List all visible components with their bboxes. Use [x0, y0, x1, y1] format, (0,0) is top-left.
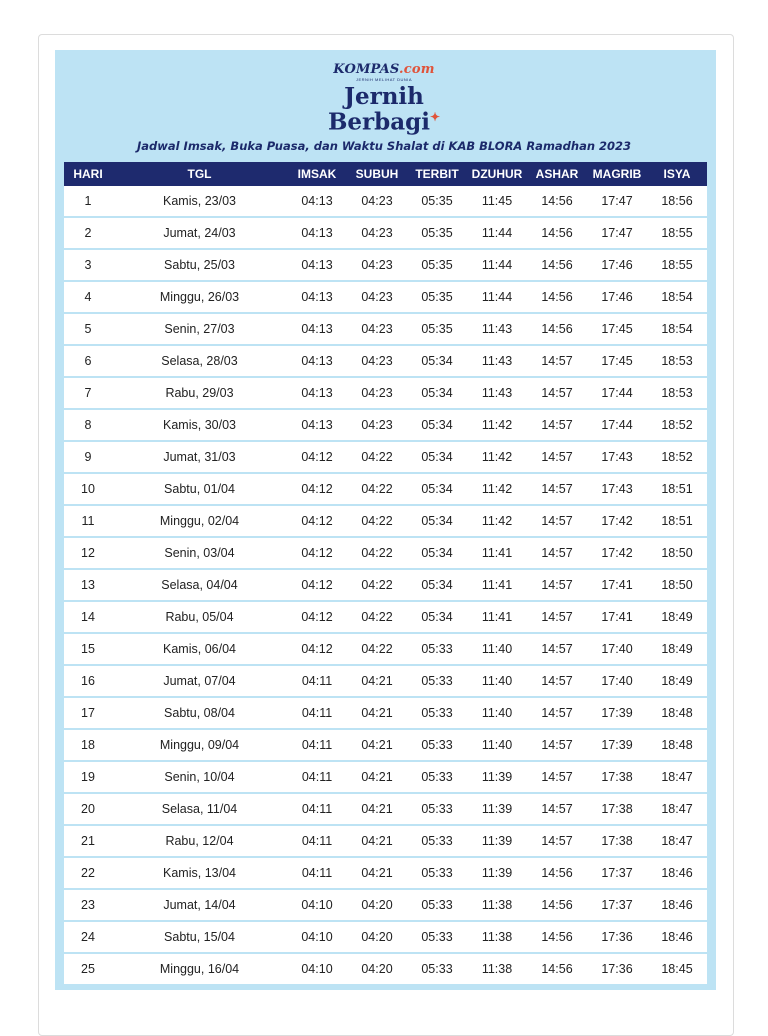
cell-tgl: Jumat, 24/03: [112, 217, 287, 249]
column-header-ashar: ASHAR: [527, 162, 587, 186]
cell-isya: 18:51: [647, 505, 707, 537]
cell-subuh: 04:23: [347, 249, 407, 281]
cell-magrib: 17:40: [587, 633, 647, 665]
cell-magrib: 17:45: [587, 345, 647, 377]
cell-ashar: 14:57: [527, 665, 587, 697]
cell-hari: 23: [64, 889, 112, 921]
cell-tgl: Sabtu, 08/04: [112, 697, 287, 729]
cell-imsak: 04:12: [287, 569, 347, 601]
cell-tgl: Senin, 27/03: [112, 313, 287, 345]
cell-imsak: 04:11: [287, 697, 347, 729]
cell-dzuhur: 11:42: [467, 473, 527, 505]
cell-tgl: Minggu, 09/04: [112, 729, 287, 761]
cell-hari: 21: [64, 825, 112, 857]
cell-terbit: 05:35: [407, 281, 467, 313]
campaign-logo: [0, 83, 768, 136]
cell-ashar: 14:56: [527, 281, 587, 313]
cell-ashar: 14:57: [527, 505, 587, 537]
cell-hari: 3: [64, 249, 112, 281]
cell-imsak: 04:13: [287, 345, 347, 377]
table-row: [64, 313, 707, 345]
campaign-line-1: Jernih: [344, 83, 424, 110]
cell-imsak: 04:10: [287, 953, 347, 985]
cell-terbit: 05:34: [407, 569, 467, 601]
cell-magrib: 17:38: [587, 825, 647, 857]
cell-imsak: 04:13: [287, 249, 347, 281]
cell-ashar: 14:57: [527, 441, 587, 473]
cell-tgl: Sabtu, 15/04: [112, 921, 287, 953]
cell-magrib: 17:45: [587, 313, 647, 345]
cell-imsak: 04:12: [287, 505, 347, 537]
cell-isya: 18:55: [647, 217, 707, 249]
cell-ashar: 14:57: [527, 409, 587, 441]
cell-dzuhur: 11:39: [467, 793, 527, 825]
cell-dzuhur: 11:42: [467, 441, 527, 473]
cell-hari: 24: [64, 921, 112, 953]
cell-isya: 18:50: [647, 537, 707, 569]
cell-isya: 18:50: [647, 569, 707, 601]
cell-isya: 18:48: [647, 729, 707, 761]
cell-subuh: 04:21: [347, 825, 407, 857]
cell-tgl: Kamis, 23/03: [112, 186, 287, 217]
cell-hari: 18: [64, 729, 112, 761]
cell-imsak: 04:11: [287, 857, 347, 889]
cell-ashar: 14:57: [527, 473, 587, 505]
cell-tgl: Kamis, 06/04: [112, 633, 287, 665]
cell-subuh: 04:22: [347, 601, 407, 633]
cell-magrib: 17:44: [587, 409, 647, 441]
cell-magrib: 17:43: [587, 441, 647, 473]
cell-ashar: 14:57: [527, 601, 587, 633]
cell-subuh: 04:23: [347, 313, 407, 345]
cell-magrib: 17:42: [587, 537, 647, 569]
cell-tgl: Selasa, 11/04: [112, 793, 287, 825]
cell-magrib: 17:38: [587, 761, 647, 793]
cell-isya: 18:49: [647, 633, 707, 665]
cell-ashar: 14:56: [527, 249, 587, 281]
cell-isya: 18:45: [647, 953, 707, 985]
cell-ashar: 14:57: [527, 377, 587, 409]
cell-terbit: 05:35: [407, 249, 467, 281]
cell-hari: 11: [64, 505, 112, 537]
cell-imsak: 04:10: [287, 921, 347, 953]
cell-dzuhur: 11:44: [467, 249, 527, 281]
cell-terbit: 05:33: [407, 889, 467, 921]
cell-dzuhur: 11:42: [467, 505, 527, 537]
cell-imsak: 04:12: [287, 473, 347, 505]
cell-magrib: 17:43: [587, 473, 647, 505]
cell-imsak: 04:13: [287, 186, 347, 217]
cell-terbit: 05:33: [407, 857, 467, 889]
cell-ashar: 14:57: [527, 825, 587, 857]
page-title: Jadwal Imsak, Buka Puasa, dan Waktu Shalat di KAB BLORA Ramadhan 2023: [136, 139, 632, 153]
cell-isya: 18:54: [647, 313, 707, 345]
column-header-isya: ISYA: [647, 162, 707, 186]
cell-tgl: Sabtu, 01/04: [112, 473, 287, 505]
cell-ashar: 14:56: [527, 313, 587, 345]
table-row: [64, 473, 707, 505]
cell-tgl: Rabu, 05/04: [112, 601, 287, 633]
cell-tgl: Minggu, 02/04: [112, 505, 287, 537]
cell-ashar: 14:57: [527, 761, 587, 793]
column-header-imsak: IMSAK: [287, 162, 347, 186]
cell-subuh: 04:23: [347, 186, 407, 217]
cell-terbit: 05:34: [407, 601, 467, 633]
cell-hari: 6: [64, 345, 112, 377]
table-row: [64, 569, 707, 601]
cell-ashar: 14:57: [527, 633, 587, 665]
cell-imsak: 04:12: [287, 633, 347, 665]
cell-dzuhur: 11:44: [467, 281, 527, 313]
cell-terbit: 05:34: [407, 441, 467, 473]
table-row: [64, 921, 707, 953]
cell-subuh: 04:20: [347, 889, 407, 921]
cell-ashar: 14:57: [527, 729, 587, 761]
kompas-logo[interactable]: KOMPAS.com: [333, 62, 435, 77]
cell-subuh: 04:21: [347, 761, 407, 793]
cell-ashar: 14:56: [527, 186, 587, 217]
cell-isya: 18:51: [647, 473, 707, 505]
cell-ashar: 14:57: [527, 345, 587, 377]
cell-tgl: Jumat, 31/03: [112, 441, 287, 473]
cell-magrib: 17:41: [587, 601, 647, 633]
cell-isya: 18:53: [647, 377, 707, 409]
cell-hari: 13: [64, 569, 112, 601]
cell-imsak: 04:13: [287, 409, 347, 441]
cell-dzuhur: 11:41: [467, 537, 527, 569]
cell-tgl: Minggu, 16/04: [112, 953, 287, 985]
cell-imsak: 04:12: [287, 441, 347, 473]
cell-magrib: 17:38: [587, 793, 647, 825]
cell-magrib: 17:46: [587, 281, 647, 313]
column-header-dzuhur: DZUHUR: [467, 162, 527, 186]
column-header-terbit: TERBIT: [407, 162, 467, 186]
cell-dzuhur: 11:43: [467, 377, 527, 409]
cell-hari: 20: [64, 793, 112, 825]
table-row: [64, 377, 707, 409]
cell-tgl: Kamis, 13/04: [112, 857, 287, 889]
cell-isya: 18:46: [647, 921, 707, 953]
cell-dzuhur: 11:41: [467, 601, 527, 633]
cell-hari: 8: [64, 409, 112, 441]
cell-dzuhur: 11:40: [467, 633, 527, 665]
cell-tgl: Sabtu, 25/03: [112, 249, 287, 281]
column-header-magrib: MAGRIB: [587, 162, 647, 186]
cell-ashar: 14:57: [527, 537, 587, 569]
cell-imsak: 04:13: [287, 377, 347, 409]
cell-magrib: 17:37: [587, 857, 647, 889]
table-row: [64, 345, 707, 377]
cell-isya: 18:55: [647, 249, 707, 281]
cell-terbit: 05:34: [407, 473, 467, 505]
table-row: [64, 505, 707, 537]
cell-terbit: 05:33: [407, 633, 467, 665]
table-row: [64, 953, 707, 985]
cell-imsak: 04:11: [287, 825, 347, 857]
cell-terbit: 05:33: [407, 825, 467, 857]
cell-dzuhur: 11:38: [467, 889, 527, 921]
table-row: [64, 409, 707, 441]
campaign-line-2: Berbagi✦: [327, 108, 441, 136]
cell-isya: 18:49: [647, 601, 707, 633]
cell-dzuhur: 11:43: [467, 313, 527, 345]
cell-terbit: 05:35: [407, 313, 467, 345]
cell-imsak: 04:13: [287, 281, 347, 313]
cell-dzuhur: 11:42: [467, 409, 527, 441]
cell-hari: 2: [64, 217, 112, 249]
cell-ashar: 14:56: [527, 953, 587, 985]
cell-ashar: 14:57: [527, 793, 587, 825]
table-row: [64, 601, 707, 633]
cell-imsak: 04:11: [287, 761, 347, 793]
cell-hari: 5: [64, 313, 112, 345]
table-row: [64, 633, 707, 665]
cell-dzuhur: 11:39: [467, 857, 527, 889]
cell-isya: 18:52: [647, 441, 707, 473]
cell-magrib: 17:47: [587, 186, 647, 217]
cell-ashar: 14:56: [527, 889, 587, 921]
cell-isya: 18:47: [647, 793, 707, 825]
cell-hari: 14: [64, 601, 112, 633]
cell-subuh: 04:22: [347, 537, 407, 569]
cell-hari: 1: [64, 186, 112, 217]
cell-magrib: 17:46: [587, 249, 647, 281]
cell-isya: 18:47: [647, 761, 707, 793]
cell-subuh: 04:22: [347, 569, 407, 601]
cell-terbit: 05:34: [407, 505, 467, 537]
cell-imsak: 04:11: [287, 793, 347, 825]
cell-subuh: 04:23: [347, 409, 407, 441]
table-row: [64, 857, 707, 889]
cell-tgl: Selasa, 04/04: [112, 569, 287, 601]
cell-terbit: 05:33: [407, 761, 467, 793]
cell-hari: 22: [64, 857, 112, 889]
cell-magrib: 17:47: [587, 217, 647, 249]
cell-ashar: 14:57: [527, 569, 587, 601]
cell-tgl: Senin, 10/04: [112, 761, 287, 793]
cell-tgl: Rabu, 12/04: [112, 825, 287, 857]
table-row: [64, 441, 707, 473]
cell-terbit: 05:34: [407, 377, 467, 409]
cell-imsak: 04:12: [287, 537, 347, 569]
cell-terbit: 05:33: [407, 729, 467, 761]
table-header-row: [64, 162, 707, 186]
cell-tgl: Minggu, 26/03: [112, 281, 287, 313]
cell-isya: 18:47: [647, 825, 707, 857]
cell-hari: 12: [64, 537, 112, 569]
cell-imsak: 04:11: [287, 665, 347, 697]
cell-hari: 7: [64, 377, 112, 409]
cell-terbit: 05:33: [407, 953, 467, 985]
cell-subuh: 04:22: [347, 633, 407, 665]
table-row: [64, 761, 707, 793]
cell-ashar: 14:56: [527, 857, 587, 889]
cell-tgl: Rabu, 29/03: [112, 377, 287, 409]
cell-tgl: Jumat, 07/04: [112, 665, 287, 697]
cell-subuh: 04:21: [347, 697, 407, 729]
cell-magrib: 17:37: [587, 889, 647, 921]
cell-subuh: 04:21: [347, 793, 407, 825]
cell-tgl: Jumat, 14/04: [112, 889, 287, 921]
cell-imsak: 04:10: [287, 889, 347, 921]
cell-subuh: 04:21: [347, 857, 407, 889]
cell-dzuhur: 11:43: [467, 345, 527, 377]
cell-subuh: 04:21: [347, 729, 407, 761]
cell-hari: 4: [64, 281, 112, 313]
cell-subuh: 04:22: [347, 441, 407, 473]
cell-dzuhur: 11:38: [467, 921, 527, 953]
cell-ashar: 14:56: [527, 921, 587, 953]
cell-terbit: 05:34: [407, 409, 467, 441]
cell-magrib: 17:40: [587, 665, 647, 697]
cell-subuh: 04:22: [347, 505, 407, 537]
cell-terbit: 05:33: [407, 921, 467, 953]
cell-dzuhur: 11:39: [467, 761, 527, 793]
cell-imsak: 04:12: [287, 601, 347, 633]
cell-subuh: 04:20: [347, 921, 407, 953]
table-row: [64, 249, 707, 281]
cell-dzuhur: 11:39: [467, 825, 527, 857]
cell-hari: 25: [64, 953, 112, 985]
cell-subuh: 04:23: [347, 377, 407, 409]
cell-terbit: 05:35: [407, 186, 467, 217]
cell-subuh: 04:23: [347, 345, 407, 377]
cell-isya: 18:48: [647, 697, 707, 729]
table-row: [64, 793, 707, 825]
cell-terbit: 05:34: [407, 537, 467, 569]
cell-magrib: 17:39: [587, 697, 647, 729]
cell-dzuhur: 11:44: [467, 217, 527, 249]
cell-isya: 18:46: [647, 857, 707, 889]
cell-dzuhur: 11:40: [467, 697, 527, 729]
table-row: [64, 281, 707, 313]
cell-subuh: 04:20: [347, 953, 407, 985]
cell-isya: 18:52: [647, 409, 707, 441]
column-header-subuh: SUBUH: [347, 162, 407, 186]
cell-subuh: 04:22: [347, 473, 407, 505]
cell-imsak: 04:11: [287, 729, 347, 761]
cell-tgl: Selasa, 28/03: [112, 345, 287, 377]
table-row: [64, 825, 707, 857]
cell-imsak: 04:13: [287, 217, 347, 249]
table-row: [64, 697, 707, 729]
table-row: [64, 186, 707, 217]
cell-magrib: 17:36: [587, 921, 647, 953]
cell-tgl: Senin, 03/04: [112, 537, 287, 569]
table-row: [64, 889, 707, 921]
kompas-tagline: JERNIH MELIHAT DUNIA: [355, 77, 413, 82]
cell-dzuhur: 11:45: [467, 186, 527, 217]
cell-isya: 18:53: [647, 345, 707, 377]
cell-magrib: 17:44: [587, 377, 647, 409]
cell-dzuhur: 11:40: [467, 665, 527, 697]
cell-isya: 18:49: [647, 665, 707, 697]
column-header-tgl: TGL: [112, 162, 287, 186]
cell-magrib: 17:39: [587, 729, 647, 761]
cell-hari: 9: [64, 441, 112, 473]
cell-isya: 18:54: [647, 281, 707, 313]
cell-terbit: 05:33: [407, 697, 467, 729]
table-row: [64, 665, 707, 697]
cell-terbit: 05:34: [407, 345, 467, 377]
cell-terbit: 05:33: [407, 793, 467, 825]
cell-imsak: 04:13: [287, 313, 347, 345]
cell-hari: 15: [64, 633, 112, 665]
table-row: [64, 729, 707, 761]
table-row: [64, 217, 707, 249]
cell-hari: 17: [64, 697, 112, 729]
cell-magrib: 17:41: [587, 569, 647, 601]
cell-ashar: 14:57: [527, 697, 587, 729]
cell-subuh: 04:21: [347, 665, 407, 697]
column-header-hari: HARI: [64, 162, 112, 186]
cell-dzuhur: 11:41: [467, 569, 527, 601]
cell-dzuhur: 11:40: [467, 729, 527, 761]
table-row: [64, 537, 707, 569]
cell-ashar: 14:56: [527, 217, 587, 249]
cell-magrib: 17:42: [587, 505, 647, 537]
cell-hari: 10: [64, 473, 112, 505]
cell-subuh: 04:23: [347, 217, 407, 249]
cell-tgl: Kamis, 30/03: [112, 409, 287, 441]
cell-isya: 18:56: [647, 186, 707, 217]
cell-terbit: 05:33: [407, 665, 467, 697]
cell-dzuhur: 11:38: [467, 953, 527, 985]
sparkle-icon: ✦: [429, 110, 441, 124]
prayer-schedule-table: [64, 162, 707, 986]
cell-magrib: 17:36: [587, 953, 647, 985]
cell-terbit: 05:35: [407, 217, 467, 249]
cell-hari: 16: [64, 665, 112, 697]
cell-subuh: 04:23: [347, 281, 407, 313]
cell-hari: 19: [64, 761, 112, 793]
cell-isya: 18:46: [647, 889, 707, 921]
